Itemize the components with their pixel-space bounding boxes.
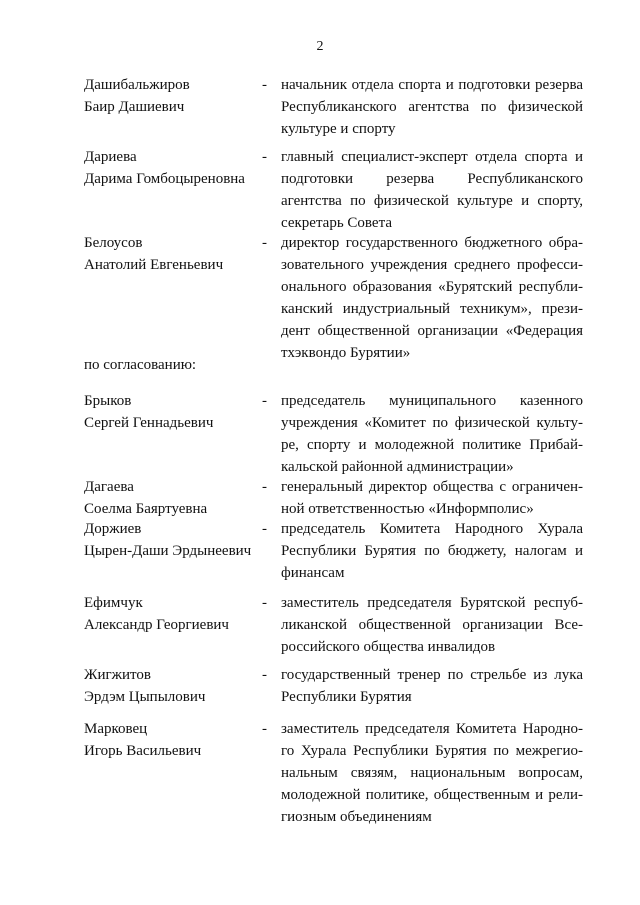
position-line: агентства по физической культуре и спорту,	[281, 193, 583, 209]
member-given-names: Сергей Геннадьевич	[84, 415, 214, 431]
position-line: директор государственного бюджетного обра-	[281, 235, 583, 251]
member-surname: Жигжитов	[84, 667, 151, 683]
member-position	[281, 476, 583, 520]
position-line: ре, спорту и молодежной политике Прибай-	[281, 437, 583, 453]
position-line: российского общества инвалидов	[281, 639, 496, 655]
member-name	[84, 146, 259, 190]
entry-dash: -	[262, 77, 267, 93]
position-line: онального образования «Бурятский республи-	[281, 279, 583, 295]
entry-dash: -	[262, 479, 267, 495]
position-line: молодежной политике, общественным и рели-	[281, 787, 583, 803]
position-line: Республики Бурятия	[281, 689, 412, 705]
position-line: нальным связям, национальным вопросам,	[281, 765, 583, 781]
member-given-names: Анатолий Евгеньевич	[84, 257, 224, 273]
member-position	[281, 146, 583, 234]
position-line: тхэквондо Бурятии»	[281, 345, 411, 361]
member-name	[84, 592, 259, 636]
position-line: председатель муниципального казенного	[281, 393, 583, 409]
member-name	[84, 390, 259, 434]
member-surname: Ефимчук	[84, 595, 143, 611]
position-line: зовательного учреждения среднего професси-	[281, 257, 583, 273]
position-line: начальник отдела спорта и подготовки резерва	[281, 77, 583, 93]
position-line: государственный тренер по стрельбе из лука	[281, 667, 583, 683]
member-surname: Белоусов	[84, 235, 143, 251]
position-line: канский индустриальный техникум», прези-	[281, 301, 583, 317]
entry-dash: -	[262, 595, 267, 611]
position-line: гиозным объединениям	[281, 809, 432, 825]
position-line: кальской районной администрации»	[281, 459, 514, 475]
member-surname: Брыков	[84, 393, 132, 409]
member-name	[84, 718, 259, 762]
member-surname: Дариева	[84, 149, 137, 165]
member-position	[281, 518, 583, 584]
member-surname: Дагаева	[84, 479, 134, 495]
member-name	[84, 74, 259, 118]
position-line: ликанской общественной организации Все-	[281, 617, 583, 633]
position-line: культуре и спорту	[281, 121, 396, 137]
member-name	[84, 476, 259, 520]
position-line: дент общественной организации «Федерация	[281, 323, 583, 339]
member-position	[281, 390, 583, 478]
position-line: главный специалист-эксперт отдела спорта и	[281, 149, 583, 165]
member-surname: Дашибальжиров	[84, 77, 190, 93]
member-given-names: Баир Дашиевич	[84, 99, 185, 115]
entry-dash: -	[262, 393, 267, 409]
member-name	[84, 664, 259, 708]
member-position	[281, 592, 583, 658]
position-line: учреждения «Комитет по физической культу-	[281, 415, 583, 431]
position-line: заместитель председателя Бурятской респуб-	[281, 595, 583, 611]
section-label: по согласованию:	[84, 357, 197, 373]
member-name	[84, 232, 259, 276]
member-given-names: Дарима Гомбоцыреновна	[84, 171, 245, 187]
position-line: го Хурала Республики Бурятия по межрегио-	[281, 743, 583, 759]
member-given-names: Игорь Васильевич	[84, 743, 202, 759]
position-line: генеральный директор общества с ограничен-	[281, 479, 583, 495]
entry-dash: -	[262, 721, 267, 737]
entry-dash: -	[262, 149, 267, 165]
entry-dash: -	[262, 521, 267, 537]
member-surname: Марковец	[84, 721, 148, 737]
member-given-names: Соелма Баяртуевна	[84, 501, 208, 517]
position-line: заместитель председателя Комитета Народно-	[281, 721, 583, 737]
member-position	[281, 232, 583, 364]
position-line: подготовки резерва Республиканского	[281, 171, 583, 187]
position-line: ной ответственностью «Информполис»	[281, 501, 534, 517]
position-line: финансам	[281, 565, 345, 581]
member-surname: Доржиев	[84, 521, 142, 537]
member-position	[281, 718, 583, 828]
member-name	[84, 518, 259, 562]
position-line: председатель Комитета Народного Хурала	[281, 521, 583, 537]
position-line: Республики Бурятия по бюджету, налогам и	[281, 543, 583, 559]
entry-dash: -	[262, 235, 267, 251]
member-position	[281, 74, 583, 140]
page-number: 2	[316, 39, 324, 54]
position-line: секретарь Совета	[281, 215, 392, 231]
member-given-names: Александр Георгиевич	[84, 617, 229, 633]
member-given-names: Эрдэм Цыпылович	[84, 689, 206, 705]
member-position	[281, 664, 583, 708]
member-given-names: Цырен-Даши Эрдынеевич	[84, 543, 252, 559]
position-line: Республиканского агентства по физической	[281, 99, 583, 115]
entry-dash: -	[262, 667, 267, 683]
